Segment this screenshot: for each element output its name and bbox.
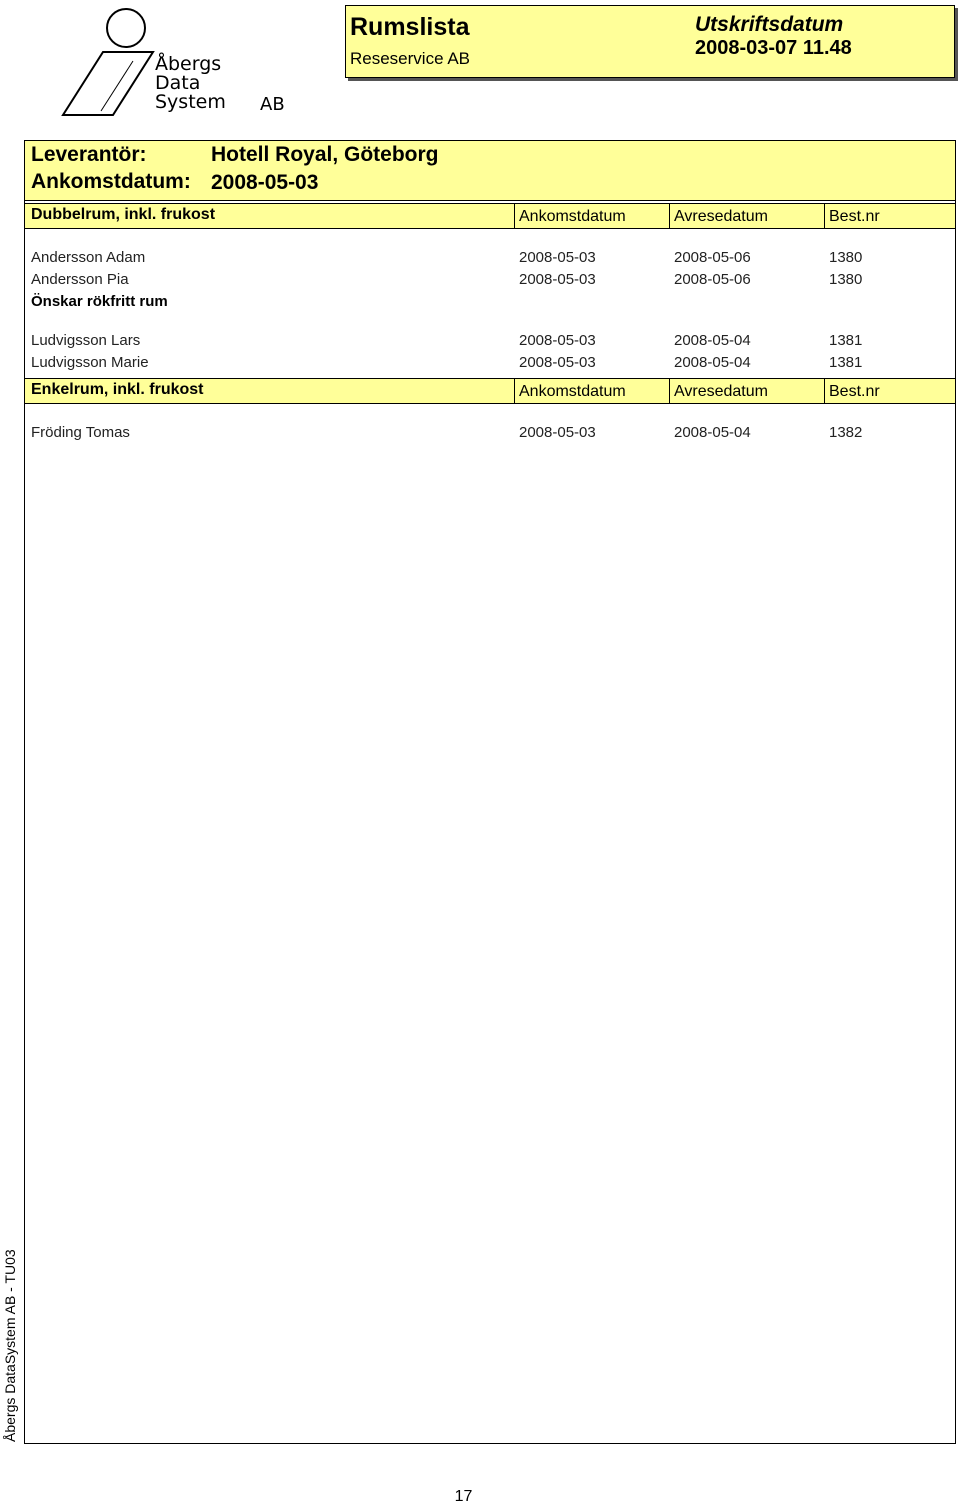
logo-line-2: Data	[155, 72, 201, 94]
supplier-box	[25, 141, 955, 201]
supplier-label: Leverantör:	[31, 143, 147, 166]
order-number: 1381	[829, 354, 863, 371]
arrival-date: 2008-05-03	[519, 332, 596, 349]
column-order-nr: Best.nr	[824, 204, 955, 228]
print-date-value: 2008-03-07 11.48	[695, 37, 852, 59]
table-row	[25, 424, 955, 444]
logo-line-3: System	[155, 91, 226, 113]
guest-name: Andersson Adam	[31, 249, 146, 266]
company-logo	[55, 5, 305, 120]
column-arrival: Ankomstdatum	[514, 379, 668, 403]
column-departure: Avresedatum	[669, 379, 823, 403]
column-arrival: Ankomstdatum	[514, 204, 668, 228]
order-number: 1382	[829, 424, 863, 441]
guest-name: Andersson Pia	[31, 271, 129, 288]
table-row	[25, 249, 955, 269]
arrival-date: 2008-05-03	[519, 249, 596, 266]
arrival-date-value: 2008-05-03	[211, 171, 319, 194]
page-number: 17	[454, 1488, 473, 1505]
vertical-footer-text: Åbergs DataSystem AB - TU03	[2, 1249, 18, 1442]
section-header-double	[25, 203, 955, 229]
report-header	[345, 5, 955, 78]
departure-date: 2008-05-04	[674, 332, 751, 349]
report-title: Rumslista	[350, 13, 470, 41]
print-date-label: Utskriftsdatum	[695, 13, 844, 36]
arrival-date-label: Ankomstdatum:	[31, 170, 191, 193]
booking-note: Önskar rökfritt rum	[31, 293, 168, 310]
departure-date: 2008-05-06	[674, 271, 751, 288]
arrival-date: 2008-05-03	[519, 424, 596, 441]
room-list-frame	[24, 140, 956, 1444]
arrival-date: 2008-05-03	[519, 354, 596, 371]
departure-date: 2008-05-06	[674, 249, 751, 266]
section-title: Dubbelrum, inkl. frukost	[31, 206, 216, 223]
departure-date: 2008-05-04	[674, 354, 751, 371]
order-number: 1381	[829, 332, 863, 349]
order-number: 1380	[829, 271, 863, 288]
guest-name: Ludvigsson Marie	[31, 354, 149, 371]
supplier-value: Hotell Royal, Göteborg	[211, 143, 439, 166]
table-row	[25, 354, 955, 374]
company-name: Reseservice AB	[350, 49, 470, 68]
section-title: Enkelrum, inkl. frukost	[31, 381, 204, 398]
column-departure: Avresedatum	[669, 204, 823, 228]
guest-name: Fröding Tomas	[31, 424, 130, 441]
column-order-nr: Best.nr	[824, 379, 955, 403]
departure-date: 2008-05-04	[674, 424, 751, 441]
logo-line-1: Åbergs	[155, 53, 222, 75]
arrival-date: 2008-05-03	[519, 271, 596, 288]
table-row	[25, 271, 955, 291]
section-header-single	[25, 378, 955, 404]
table-row	[25, 332, 955, 352]
guest-name: Ludvigsson Lars	[31, 332, 141, 349]
order-number: 1380	[829, 249, 863, 266]
logo-line-3-suffix: AB	[260, 94, 285, 115]
